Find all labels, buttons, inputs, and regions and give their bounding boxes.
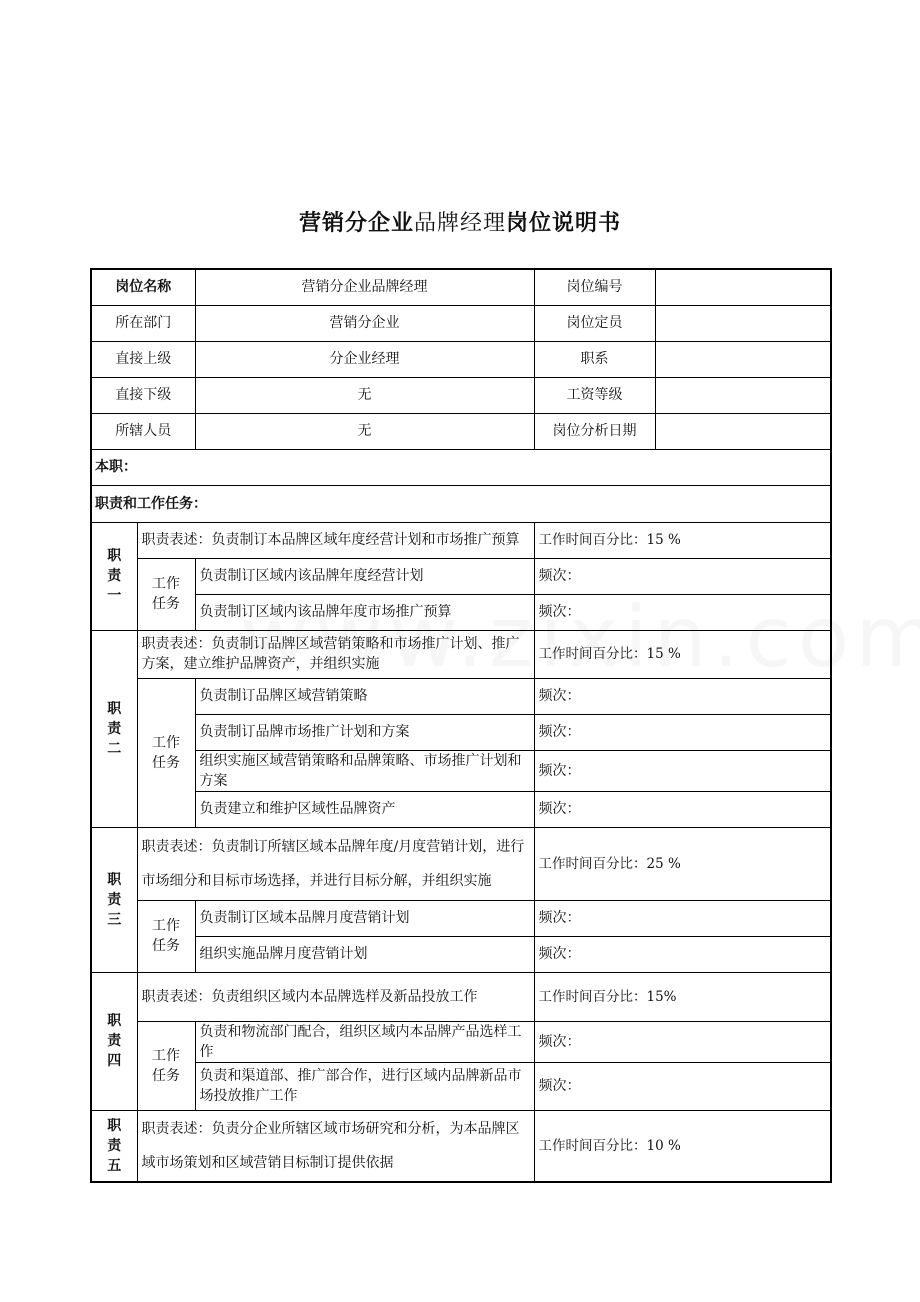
label-headcount: 岗位定员: [534, 305, 655, 341]
duty-row: [91, 1110, 831, 1182]
task-text: 负责制订区域内该品牌年度市场推广预算: [195, 594, 534, 630]
duty-name: 职 责 二: [91, 630, 137, 827]
label-job-family: 职系: [534, 341, 655, 377]
work-task-label: 工作 任务: [137, 678, 195, 827]
info-row: [91, 341, 831, 377]
info-row: [91, 305, 831, 341]
label-subordinate: 直接下级: [91, 377, 195, 413]
duty-row: [91, 630, 831, 678]
task-row: [91, 791, 831, 827]
task-row: [91, 1021, 831, 1062]
page-title: [0, 206, 920, 237]
duty-name: 职 责 五: [91, 1110, 137, 1182]
value-position-name: 营销分企业品牌经理: [195, 269, 534, 305]
title-part2: 品牌经理: [413, 211, 506, 236]
duty-description: 职责表述：负责组织区域内本品牌选样及新品投放工作: [137, 972, 534, 1021]
task-row: [91, 558, 831, 594]
duty-percent: 工作时间百分比：25 %: [534, 827, 831, 900]
duty-row: [91, 827, 831, 900]
duty-name: 职 责 四: [91, 972, 137, 1110]
value-superior: 分企业经理: [195, 341, 534, 377]
value-job-family: [655, 341, 831, 377]
task-frequency: 频次：: [534, 714, 831, 750]
task-text: 组织实施品牌月度营销计划: [195, 936, 534, 972]
task-frequency: 频次：: [534, 678, 831, 714]
task-text: 负责制订品牌区域营销策略: [195, 678, 534, 714]
value-subordinate: 无: [195, 377, 534, 413]
value-department: 营销分企业: [195, 305, 534, 341]
duty-description: 职责表述：负责分企业所辖区域市场研究和分析，为本品牌区域市场策划和区域营销目标制订提供依据: [137, 1110, 534, 1182]
task-row: [91, 678, 831, 714]
title-part1: 营销分企业: [298, 211, 414, 236]
value-analysis-date: [655, 413, 831, 449]
task-frequency: 频次：: [534, 791, 831, 827]
task-text: 负责和物流部门配合，组织区域内本品牌产品选样工作: [195, 1021, 534, 1062]
task-frequency: 频次：: [534, 936, 831, 972]
duty-percent: 工作时间百分比：15%: [534, 972, 831, 1021]
task-text: 负责制订区域本品牌月度营销计划: [195, 900, 534, 936]
duty-description: 职责表述：负责制订本品牌区域年度经营计划和市场推广预算: [137, 522, 534, 558]
task-text: 负责建立和维护区域性品牌资产: [195, 791, 534, 827]
duty-row: [91, 522, 831, 558]
task-frequency: 频次：: [534, 1062, 831, 1110]
duty-name: 职 责 一: [91, 522, 137, 630]
title-part3: 岗位说明书: [506, 211, 622, 236]
info-row: [91, 413, 831, 449]
duty-percent: 工作时间百分比：10 %: [534, 1110, 831, 1182]
duty-description: 职责表述：负责制订所辖区域本品牌年度/月度营销计划，进行市场细分和目标市场选择，并进行目标分解，并组织实施: [137, 827, 534, 900]
value-headcount: [655, 305, 831, 341]
info-row: [91, 377, 831, 413]
task-text: 负责和渠道部、推广部合作，进行区域内品牌新品市场投放推广工作: [195, 1062, 534, 1110]
work-task-label: 工作 任务: [137, 1021, 195, 1110]
task-frequency: 频次：: [534, 1021, 831, 1062]
task-row: [91, 714, 831, 750]
label-staff: 所辖人员: [91, 413, 195, 449]
value-salary-grade: [655, 377, 831, 413]
task-row: [91, 750, 831, 791]
task-text: 负责制订区域内该品牌年度经营计划: [195, 558, 534, 594]
info-row: [91, 269, 831, 305]
duty-percent: 工作时间百分比：15 %: [534, 630, 831, 678]
work-task-label: 工作 任务: [137, 558, 195, 630]
section-benzhi: 本职：: [91, 449, 831, 485]
task-text: 组织实施区域营销策略和品牌策略、市场推广计划和方案: [195, 750, 534, 791]
value-position-code: [655, 269, 831, 305]
label-salary-grade: 工资等级: [534, 377, 655, 413]
duty-percent: 工作时间百分比：15 %: [534, 522, 831, 558]
label-superior: 直接上级: [91, 341, 195, 377]
task-frequency: 频次：: [534, 750, 831, 791]
work-task-label: 工作 任务: [137, 900, 195, 972]
label-department: 所在部门: [91, 305, 195, 341]
task-row: [91, 1062, 831, 1110]
label-position-code: 岗位编号: [534, 269, 655, 305]
duty-name: 职 责 三: [91, 827, 137, 972]
task-row: [91, 900, 831, 936]
value-staff: 无: [195, 413, 534, 449]
task-row: [91, 594, 831, 630]
task-frequency: 频次：: [534, 558, 831, 594]
duty-row: [91, 972, 831, 1021]
task-text: 负责制订品牌市场推广计划和方案: [195, 714, 534, 750]
label-position-name: 岗位名称: [91, 269, 195, 305]
task-frequency: 频次：: [534, 900, 831, 936]
label-analysis-date: 岗位分析日期: [534, 413, 655, 449]
task-row: [91, 936, 831, 972]
task-frequency: 频次：: [534, 594, 831, 630]
section-duties-header: 职责和工作任务：: [91, 485, 831, 522]
job-description-table: [90, 268, 832, 1183]
duty-description: 职责表述：负责制订品牌区域营销策略和市场推广计划、推广方案，建立维护品牌资产，并组织实施: [137, 630, 534, 678]
